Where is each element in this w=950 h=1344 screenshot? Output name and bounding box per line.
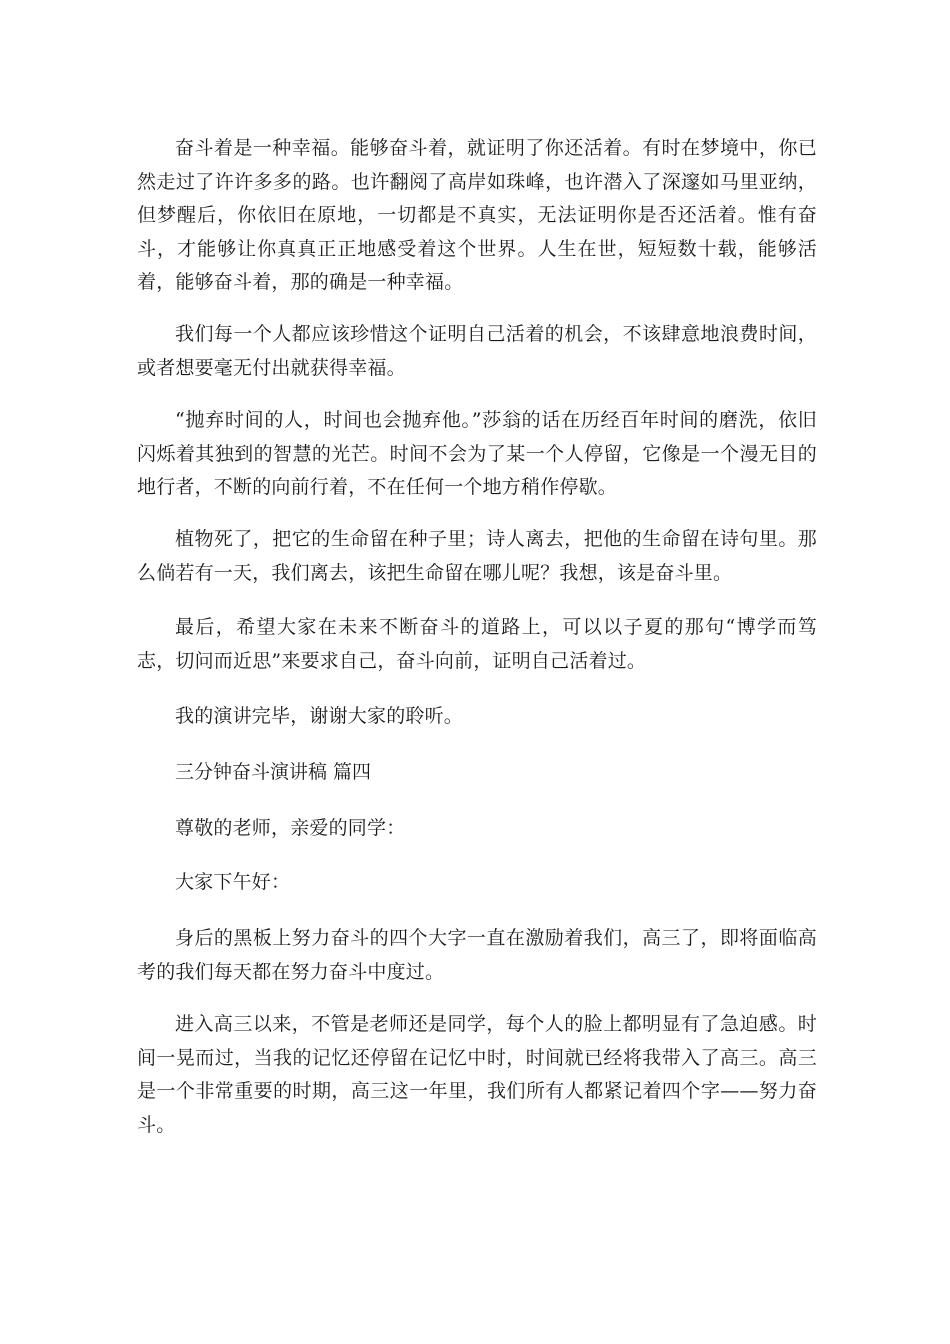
paragraph-senior-year: 进入高三以来，不管是老师还是同学，每个人的脸上都明显有了急迫感。时间一晃而过，当我的记忆还停留在记忆中时，时间就已经将我带入了高三。高三是一个非常重要的时期，高三这一年里，我们所有人都紧记着四个字——努力奋斗。	[137, 1013, 817, 1136]
paragraph-greeting: 尊敬的老师，亲爱的同学：	[175, 817, 406, 839]
paragraph-good-afternoon: 大家下午好：	[175, 871, 291, 893]
paragraph-cherish-chance: 我们每一个人都应该珍惜这个证明自己活着的机会，不该肆意地浪费时间，或者想要毫无付出就获得幸福。	[137, 323, 817, 379]
paragraph-closing-hope: 最后，希望大家在未来不断奋斗的道路上，可以以子夏的那句“博学而笃志，切问而近思”来要求自己，奋斗向前，证明自己活着过。	[137, 616, 817, 672]
paragraph-speech-end: 我的演讲完毕，谢谢大家的聆听。	[175, 705, 464, 727]
section-heading: 三分钟奋斗演讲稿 篇四	[175, 761, 372, 783]
paragraph-shakespeare-quote: “抛弃时间的人，时间也会抛弃他。”莎翁的话在历经百年时间的磨洗，依旧闪烁着其独到的智慧的光芒。时间不会为了某一个人停留，它像是一个漫无目的地行者，不断的向前行着，不在任何一个地方稍作停歇。	[137, 409, 817, 498]
paragraph-plants-poets: 植物死了，把它的生命留在种子里；诗人离去，把他的生命留在诗句里。那么倘若有一天，我们离去，该把生命留在哪儿呢？我想，该是奋斗里。	[137, 528, 817, 584]
paragraph-struggle-happiness: 奋斗着是一种幸福。能够奋斗着，就证明了你还活着。有时在梦境中，你已然走过了许许多多的路。也许翻阅了高岸如珠峰，也许潜入了深邃如马里亚纳，但梦醒后，你依旧在原地，一切都是不真实，无法证明你是否还活着。惟有奋斗，才能够让你真真正正地感受着这个世界。人生在世，短短数十载，能够活着，能够奋斗着，那的确是一种幸福。	[137, 137, 817, 293]
paragraph-blackboard: 身后的黑板上努力奋斗的四个大字一直在激励着我们，高三了，即将面临高考的我们每天都在努力奋斗中度过。	[137, 927, 817, 983]
